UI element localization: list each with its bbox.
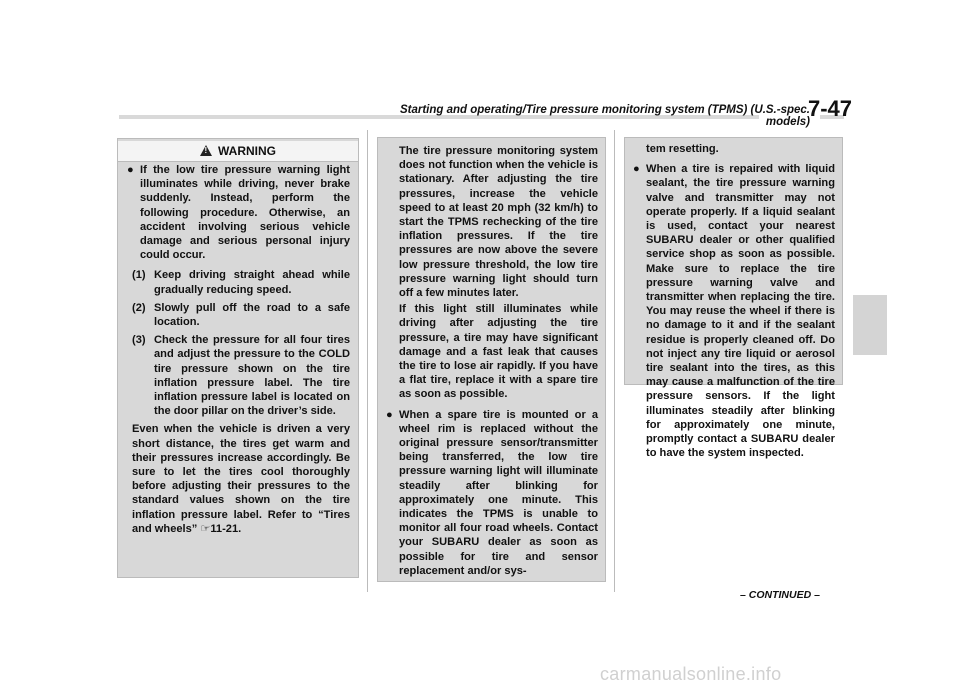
step-number: (3) <box>132 334 146 347</box>
column-divider-left <box>367 130 368 592</box>
watermark-text: carmanualsonline.info <box>600 664 782 684</box>
warning-bullet <box>126 163 350 262</box>
middle-bullet-text: When a spare tire is mounted or a wheel rim is replaced without the original pressure sensor/transmitter being transferred, the low tire pressure warning light will illuminate steadily after blinking for approximately one minute. This indicates the TPMS is unable to monitor all four road wheels. Contact your SUBARU dealer as soon as possible for tire and sensor replacement and/or sys- <box>399 408 598 577</box>
sealant-info-box <box>624 137 843 460</box>
warning-step-1 <box>126 268 350 296</box>
warning-box <box>117 138 359 578</box>
right-bullet-text: When a tire is repaired with liquid sealant, the tire pressure warning valve and transmitter may not operate properly. If a liquid sealant is used, contact your nearest SUBARU dealer or other qualified service shop as soon as possible. Make sure to replace the tire pressure warning valve and transmitter when replacing the tire. You may reuse the wheel if there is no damage to it and if the sealant residue is properly cleaned off. Do not inject any tire liquid or aerosol tire sealant into the tires, as this may cause a malfunction of the tire pressure sensors. If the light illuminates steadily after blinking for approximately one minute, promptly contact a SUBARU dealer to have the system inspected. <box>646 163 835 460</box>
section-title: Starting and operating/Tire pressure monitoring system (TPMS) (U.S.-spec. models) <box>399 104 810 128</box>
page-number: 7-47 <box>808 96 853 121</box>
warning-step-2 <box>126 301 350 329</box>
warning-bullet-text: If the low tire pressure warning light illuminates while driving, never brake suddenly. Instead, perform the following procedure. Otherwise, an accident involving serious vehicle damage and serious personal injury could occur. <box>140 164 350 262</box>
step-text: Check the pressure for all four tires and adjust the pressure to the COLD tire pressure shown on the tire inflation pressure label. The tire inflation pressure label is located on the door pillar on the driver’s side. <box>154 334 350 418</box>
warning-step-3 <box>126 333 350 418</box>
warning-triangle-icon <box>200 145 212 156</box>
warning-header <box>118 141 358 162</box>
step-number: (1) <box>132 269 146 282</box>
continued-label: – CONTINUED – <box>740 589 820 601</box>
right-continuation: tem resetting. <box>646 143 719 155</box>
step-number: (2) <box>132 301 146 314</box>
middle-paragraph-1: The tire pressure monitoring system does not function when the vehicle is stationary. After adjusting the tire pressures, increase the vehicle speed to at least 20 mph (32 km/h) to start the TPMS rechecking of the tire inflation pressures. If the tire pressures are now above the severe low pressure threshold, the low tire pressure warning light should turn off a few minutes later. <box>399 145 598 300</box>
warning-label: WARNING <box>218 144 276 158</box>
tpms-info-box <box>377 137 606 582</box>
step-text: Keep driving straight ahead while gradually reducing speed. <box>154 269 350 296</box>
warning-after-text: Even when the vehicle is driven a very short distance, the tires get warm and their pressures increase accordingly. Be sure to let the tires cool thoroughly before adjusting their pressures to the standard values shown on the tire inflation pressure label. Refer to “Tires and wheels” ☞11-21. <box>132 423 350 535</box>
middle-bullet <box>385 408 598 578</box>
middle-paragraph-2: If this light still illuminates while driving after adjusting the tire pressure, a tire may have significant damage and a fast leak that causes the tire to lose air rapidly. If you have a flat tire, replace it with a spare tire as soon as possible. <box>399 303 598 401</box>
step-text: Slowly pull off the road to a safe location. <box>154 301 350 329</box>
bullet-icon: ● <box>127 164 134 176</box>
right-bullet <box>632 162 835 460</box>
bullet-icon: ● <box>386 408 393 421</box>
bullet-icon: ● <box>633 163 640 176</box>
chapter-side-tab <box>853 295 887 355</box>
column-divider-right <box>614 130 615 592</box>
